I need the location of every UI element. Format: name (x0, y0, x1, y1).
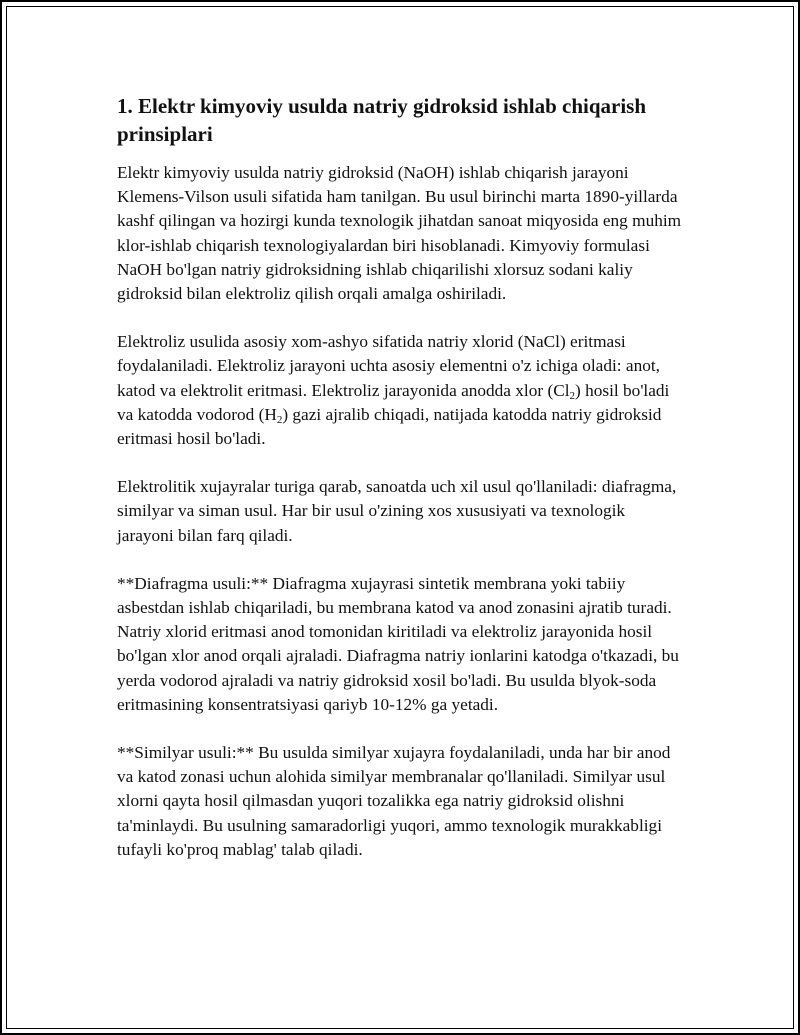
hydrogen-subscript: 2 (276, 413, 283, 426)
paragraph-similyar: **Similyar usuli:** Bu usulda similyar xujayra foydalaniladi, unda har bir anod va katod zonasi uchun alohida similyar membranalar qo'llaniladi. Similyar usul xlorni qayta hosil qilmasdan yuqori tozalikka ega natriy gidroksid olishni ta'minlaydi. Bu usulning samaradorligi yuqori, ammo texnologik murakkabligi tufayli ko'proq mablag' talab qiladi. (117, 743, 671, 859)
paragraph-electrolysis (117, 330, 683, 451)
paragraph-electrolysis-text-2: ) hosil bo'ladi va katodda vodorod (H (117, 380, 670, 424)
section-heading: 1. Elektr kimyoviy usulda natriy gidroksid ishlab chiqarish prinsiplari (117, 94, 647, 146)
paragraph-electrolysis-text-3: ) gazi ajralib chiqadi, natijada katodda natriy gidroksid eritmasi hosil bo'ladi. (117, 404, 662, 449)
chlorine-subscript: 2 (569, 389, 576, 402)
paragraph-diaphragm: **Diafragma usuli:** Diafragma xujayrasi sintetik membrana yoki tabiiy asbestdan ishlab chiqariladi, bu membrana katod va anod zonasini ajratib turadi. Natriy xlorid eritmasi anod tomonidan kiritiladi va elektroliz jarayonida hosil bo'lgan xlor anod orqali ajraladi. Diafragma natriy ionlarini katodga o'tkazadi, bu yerda vodorod ajraladi va natriy gidroksid xosil bo'ladi. Bu usulda blyok-soda eritmasining konsentratsiyasi qariyb 10-12% ga yetadi. (117, 573, 679, 714)
paragraph-methods: Elektrolitik xujayralar turiga qarab, sanoatda uch xil usul qo'llaniladi: diafragma, similyar va siman usul. Har bir usul o'zining xos xususiyati va texnologik jarayoni bilan farq qiladi. (117, 477, 677, 545)
document-body (117, 92, 683, 886)
paragraph-electrolysis-text-1: Elektroliz usulida asosiy xom-ashyo sifatida natriy xlorid (NaCl) eritmasi foydalaniladi. Elektroliz jarayoni uchta asosiy elementni o'z ichiga oladi: anot, katod va elektrolit eritmasi. Elektroliz jarayonida anodda xlor (Cl (117, 332, 660, 400)
paragraph-intro: Elektr kimyoviy usulda natriy gidroksid (NaOH) ishlab chiqarish jarayoni Klemens-Vilson usuli sifatida ham tanilgan. Bu usul birinchi marta 1890-yillarda kashf qilingan va hozirgi kunda texnologik jihatdan sanoat miqyosida eng muhim klor-ishlab chiqarish texnologiyalardan biri hisoblanadi. Kimyoviy formulasi NaOH bo'lgan natriy gidroksidning ishlab chiqarilishi xlorsuz sodani kaliy gidroksid bilan elektroliz qilish orqali amalga oshiriladi. (117, 163, 682, 304)
